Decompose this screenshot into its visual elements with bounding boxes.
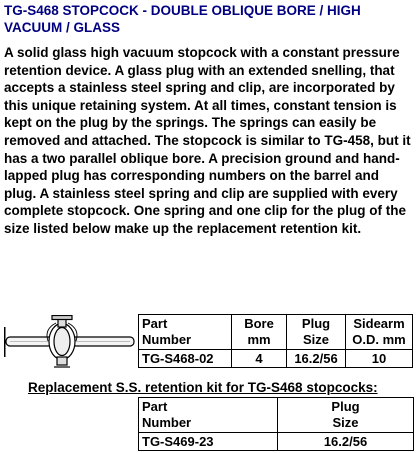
kit-col-part-number-line1: Part bbox=[142, 399, 168, 414]
col-sidearm-line2: O.D. mm bbox=[352, 332, 406, 347]
product-description: A solid glass high vacuum stopcock with a constant pressure retention device. A glass plug with an extended snelling, that accepts a stainless steel spring and clip, are incorporated by this unique retaining system. At all times, constant tension is kept on the plug by the springs. The springs can easily be removed and attached. The stopcock is similar to TG-458, but it has a two parallel oblique bore. A precision ground and hand-lapped plug has corresponding numbers on the barrel and plug. A stainless steel spring and clip are supplied with every complete stopcock. One spring and one clip for the plug of the size listed below make up the replacement retention kit. bbox=[4, 45, 411, 236]
kit-col-part-number bbox=[139, 398, 278, 433]
kit-col-plug-size-line1: Plug bbox=[331, 399, 360, 414]
kit-cell-plug-size: 16.2/56 bbox=[278, 433, 414, 451]
col-plug-size bbox=[287, 315, 346, 350]
cell-bore: 4 bbox=[232, 350, 287, 368]
spec-table-header bbox=[139, 315, 413, 350]
table-row bbox=[139, 350, 413, 368]
col-bore-line1: Bore bbox=[244, 316, 274, 331]
col-bore-line2: mm bbox=[247, 332, 271, 347]
kit-table-header bbox=[139, 398, 414, 433]
kit-title: Replacement S.S. retention kit for TG-S468 stopcocks: bbox=[28, 380, 378, 395]
col-plug-size-line1: Plug bbox=[301, 316, 331, 331]
spec-table bbox=[138, 314, 413, 368]
kit-col-plug-size-line2: Size bbox=[332, 415, 359, 430]
col-part-number-line1: Part bbox=[142, 316, 168, 331]
stopcock-illustration bbox=[4, 315, 136, 370]
cell-plug-size: 16.2/56 bbox=[287, 350, 346, 368]
kit-table bbox=[138, 397, 414, 451]
kit-col-plug-size bbox=[278, 398, 414, 433]
col-part-number bbox=[139, 315, 232, 350]
cell-sidearm: 10 bbox=[346, 350, 413, 368]
col-sidearm-line1: Sidearm bbox=[353, 316, 405, 331]
table-row bbox=[139, 433, 414, 451]
kit-cell-part-number: TG-S469-23 bbox=[139, 433, 278, 451]
product-title: TG-S468 STOPCOCK - DOUBLE OBLIQUE BORE / HIGH VACUUM / GLASS bbox=[4, 3, 361, 35]
col-bore bbox=[232, 315, 287, 350]
kit-col-part-number-line2: Number bbox=[142, 415, 192, 430]
col-sidearm bbox=[346, 315, 413, 350]
col-plug-size-line2: Size bbox=[302, 332, 329, 347]
cell-part-number: TG-S468-02 bbox=[139, 350, 232, 368]
col-part-number-line2: Number bbox=[142, 332, 192, 347]
